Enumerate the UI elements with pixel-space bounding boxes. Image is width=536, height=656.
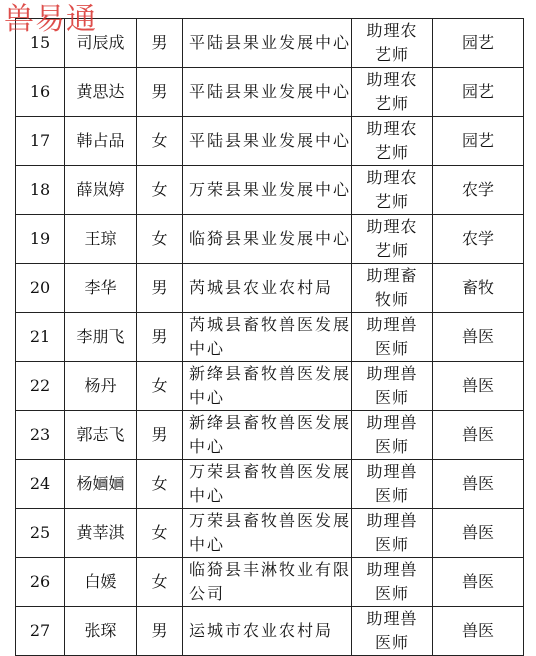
row-number-cell: 25	[16, 509, 65, 558]
organization-cell: 芮城县畜牧兽医发展中心	[183, 313, 352, 362]
organization-cell: 万荣县果业发展中心	[183, 166, 352, 215]
title-cell	[352, 607, 433, 656]
title-cell-text: 助理兽医师	[366, 462, 418, 505]
title-cell	[352, 362, 433, 411]
sex-cell: 男	[137, 264, 183, 313]
title-cell	[352, 19, 433, 68]
specialty-cell: 兽医	[433, 558, 524, 607]
organization-cell: 运城市农业农村局	[183, 607, 352, 656]
specialty-cell: 农学	[433, 166, 524, 215]
title-cell-text: 助理兽医师	[366, 609, 418, 652]
name-cell: 李华	[65, 264, 137, 313]
roster-table-body	[16, 19, 524, 656]
name-cell: 李朋飞	[65, 313, 137, 362]
name-cell: 薛岚婷	[65, 166, 137, 215]
title-cell-text: 助理兽医师	[366, 364, 418, 407]
title-cell	[352, 509, 433, 558]
title-cell	[352, 117, 433, 166]
organization-cell: 平陆县果业发展中心	[183, 117, 352, 166]
title-cell	[352, 558, 433, 607]
organization-cell: 新绛县畜牧兽医发展中心	[183, 411, 352, 460]
specialty-cell: 园艺	[433, 117, 524, 166]
sex-cell: 女	[137, 362, 183, 411]
title-cell-text: 助理农艺师	[366, 168, 418, 211]
title-cell-text: 助理兽医师	[366, 315, 418, 358]
organization-cell: 临猗县果业发展中心	[183, 215, 352, 264]
title-cell	[352, 313, 433, 362]
title-cell	[352, 215, 433, 264]
title-cell-text: 助理兽医师	[366, 511, 418, 554]
specialty-cell: 兽医	[433, 411, 524, 460]
organization-cell: 平陆县果业发展中心	[183, 68, 352, 117]
organization-cell: 万荣县畜牧兽医发展中心	[183, 509, 352, 558]
name-cell: 杨丹	[65, 362, 137, 411]
title-cell	[352, 68, 433, 117]
row-number-cell: 15	[16, 19, 65, 68]
specialty-cell: 兽医	[433, 460, 524, 509]
row-number-cell: 26	[16, 558, 65, 607]
row-number-cell: 20	[16, 264, 65, 313]
table-row	[16, 117, 524, 166]
sex-cell: 女	[137, 460, 183, 509]
row-number-cell: 22	[16, 362, 65, 411]
sex-cell: 女	[137, 558, 183, 607]
title-cell-text: 助理兽医师	[366, 413, 418, 456]
sex-cell: 女	[137, 117, 183, 166]
row-number-cell: 17	[16, 117, 65, 166]
sex-cell: 女	[137, 215, 183, 264]
name-cell: 张琛	[65, 607, 137, 656]
table-row	[16, 509, 524, 558]
title-cell	[352, 411, 433, 460]
name-cell: 郭志飞	[65, 411, 137, 460]
name-cell: 韩占品	[65, 117, 137, 166]
sex-cell: 男	[137, 411, 183, 460]
row-number-cell: 16	[16, 68, 65, 117]
title-cell-text: 助理农艺师	[366, 70, 418, 113]
title-cell-text: 助理农艺师	[366, 217, 418, 260]
specialty-cell: 兽医	[433, 313, 524, 362]
watermark-logo: 兽易通	[4, 2, 97, 37]
table-row	[16, 264, 524, 313]
table-row	[16, 166, 524, 215]
organization-cell: 平陆县果业发展中心	[183, 19, 352, 68]
sex-cell: 女	[137, 166, 183, 215]
title-cell	[352, 460, 433, 509]
specialty-cell: 园艺	[433, 68, 524, 117]
table-row	[16, 362, 524, 411]
specialty-cell: 农学	[433, 215, 524, 264]
table-row	[16, 215, 524, 264]
title-cell-text: 助理农艺师	[366, 21, 418, 64]
table-row	[16, 313, 524, 362]
table-row	[16, 607, 524, 656]
sex-cell: 男	[137, 19, 183, 68]
sex-cell: 女	[137, 509, 183, 558]
name-cell: 白媛	[65, 558, 137, 607]
specialty-cell: 兽医	[433, 607, 524, 656]
roster-table	[15, 18, 524, 656]
specialty-cell: 兽医	[433, 509, 524, 558]
title-cell-text: 助理农艺师	[366, 119, 418, 162]
organization-cell: 新绛县畜牧兽医发展中心	[183, 362, 352, 411]
title-cell	[352, 166, 433, 215]
table-row	[16, 68, 524, 117]
table-row	[16, 411, 524, 460]
name-cell: 黄思达	[65, 68, 137, 117]
specialty-cell: 兽医	[433, 362, 524, 411]
sex-cell: 男	[137, 313, 183, 362]
title-cell	[352, 264, 433, 313]
organization-cell: 临猗县丰淋牧业有限公司	[183, 558, 352, 607]
sex-cell: 男	[137, 607, 183, 656]
name-cell: 杨婳婳	[65, 460, 137, 509]
table-row	[16, 460, 524, 509]
sex-cell: 男	[137, 68, 183, 117]
row-number-cell: 21	[16, 313, 65, 362]
specialty-cell: 畜牧	[433, 264, 524, 313]
title-cell-text: 助理兽医师	[366, 560, 418, 603]
organization-cell: 芮城县农业农村局	[183, 264, 352, 313]
table-row	[16, 558, 524, 607]
row-number-cell: 27	[16, 607, 65, 656]
row-number-cell: 19	[16, 215, 65, 264]
row-number-cell: 24	[16, 460, 65, 509]
name-cell: 司辰成	[65, 19, 137, 68]
row-number-cell: 23	[16, 411, 65, 460]
title-cell-text: 助理畜牧师	[366, 266, 418, 309]
name-cell: 黄莘淇	[65, 509, 137, 558]
organization-cell: 万荣县畜牧兽医发展中心	[183, 460, 352, 509]
name-cell: 王琼	[65, 215, 137, 264]
specialty-cell: 园艺	[433, 19, 524, 68]
row-number-cell: 18	[16, 166, 65, 215]
